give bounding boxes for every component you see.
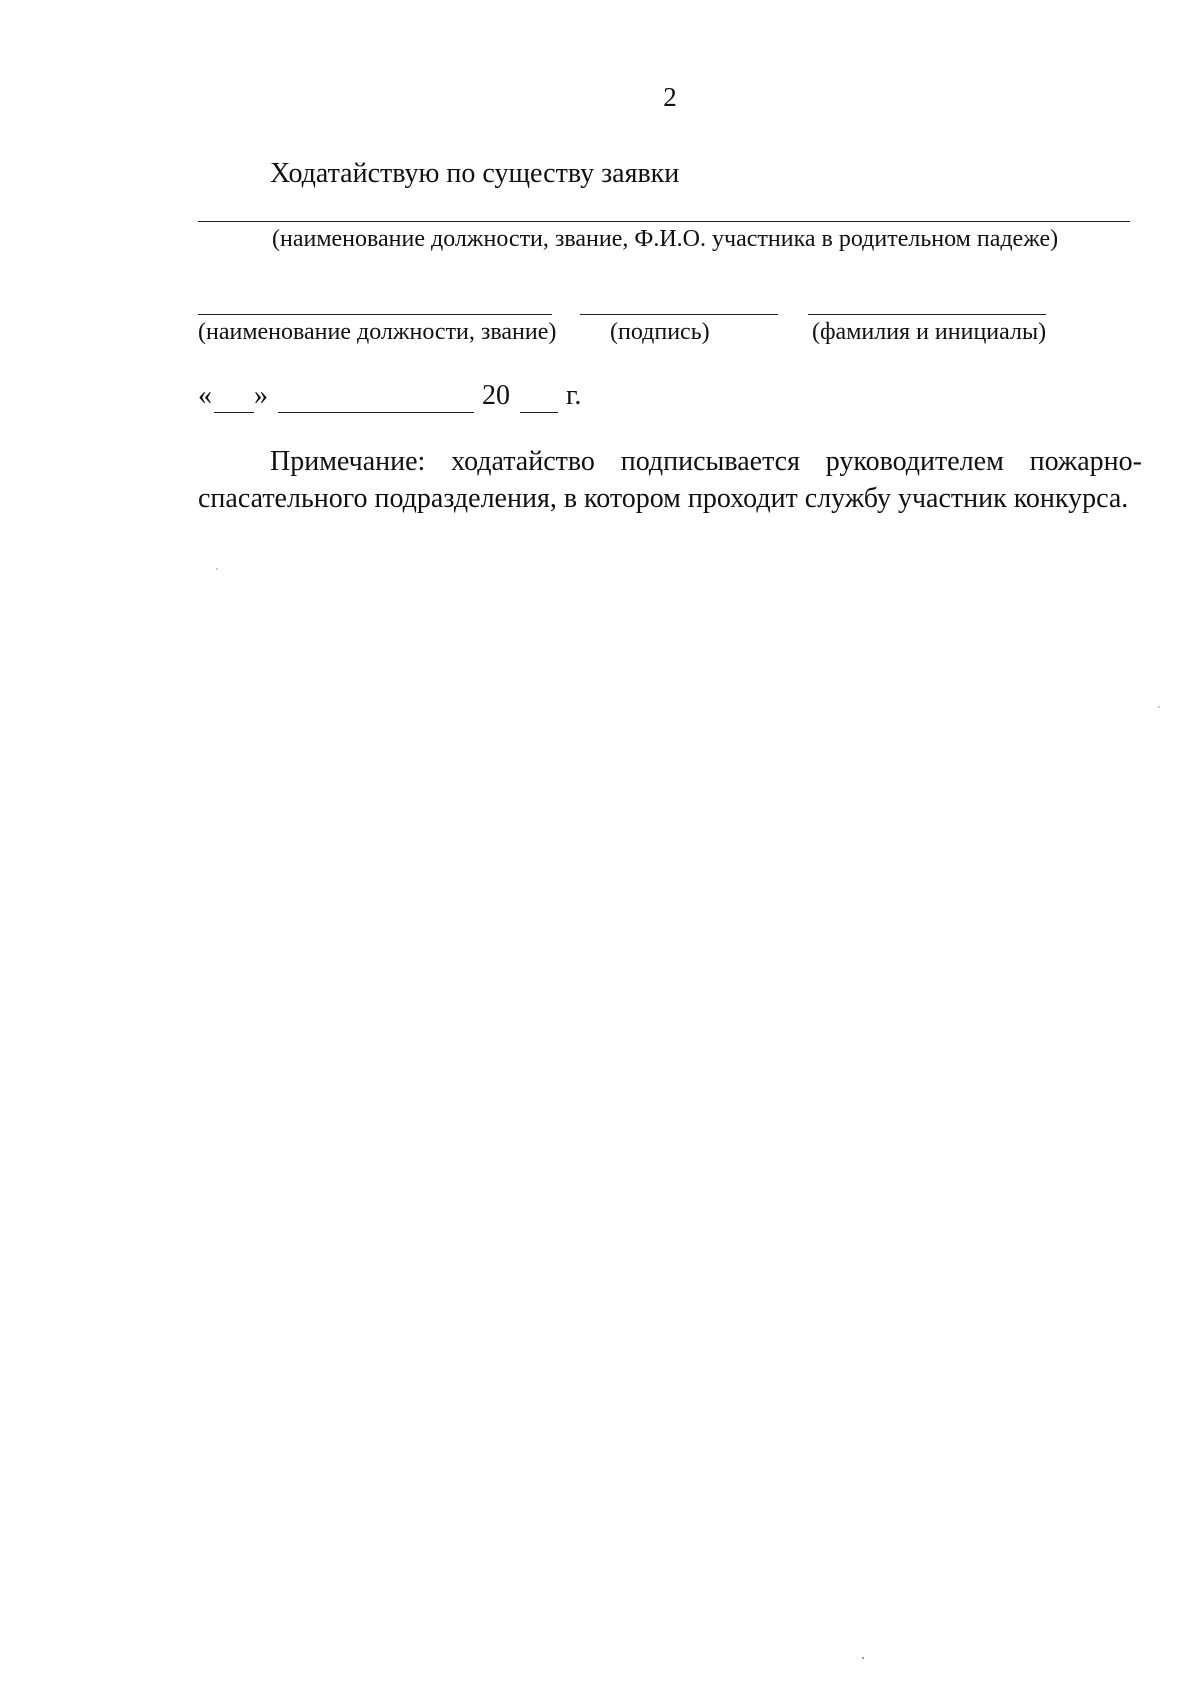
scan-speck <box>862 1657 864 1659</box>
date-close-quote: » <box>254 380 268 411</box>
day-blank <box>214 412 254 413</box>
petition-line: Ходатайствую по существу заявки <box>270 158 680 189</box>
name-blank-line <box>808 314 1046 315</box>
participant-caption: (наименование должности, звание, Ф.И.О. участника в родительном падеже) <box>272 226 1059 252</box>
signature-blank-line <box>580 314 778 315</box>
page-number: 2 <box>663 82 677 112</box>
date-open-quote: « <box>198 380 212 411</box>
year-prefix: 20 <box>482 380 510 411</box>
year-blank <box>520 412 558 413</box>
note-paragraph: Примечание: ходатайство подписывается руководителем пожарно-спасательного подразделения, в котором проходит службу участник конкурса. <box>198 446 1142 514</box>
name-caption: (фамилия и инициалы) <box>812 319 1047 345</box>
signature-caption: (подпись) <box>610 319 710 345</box>
position-caption: (наименование должности, звание) <box>198 319 557 345</box>
month-blank <box>278 412 474 413</box>
participant-blank-line <box>198 221 1130 222</box>
year-suffix: г. <box>566 380 582 411</box>
position-blank-line <box>198 314 552 315</box>
scan-speck <box>216 568 218 570</box>
scan-speck <box>1158 706 1160 708</box>
